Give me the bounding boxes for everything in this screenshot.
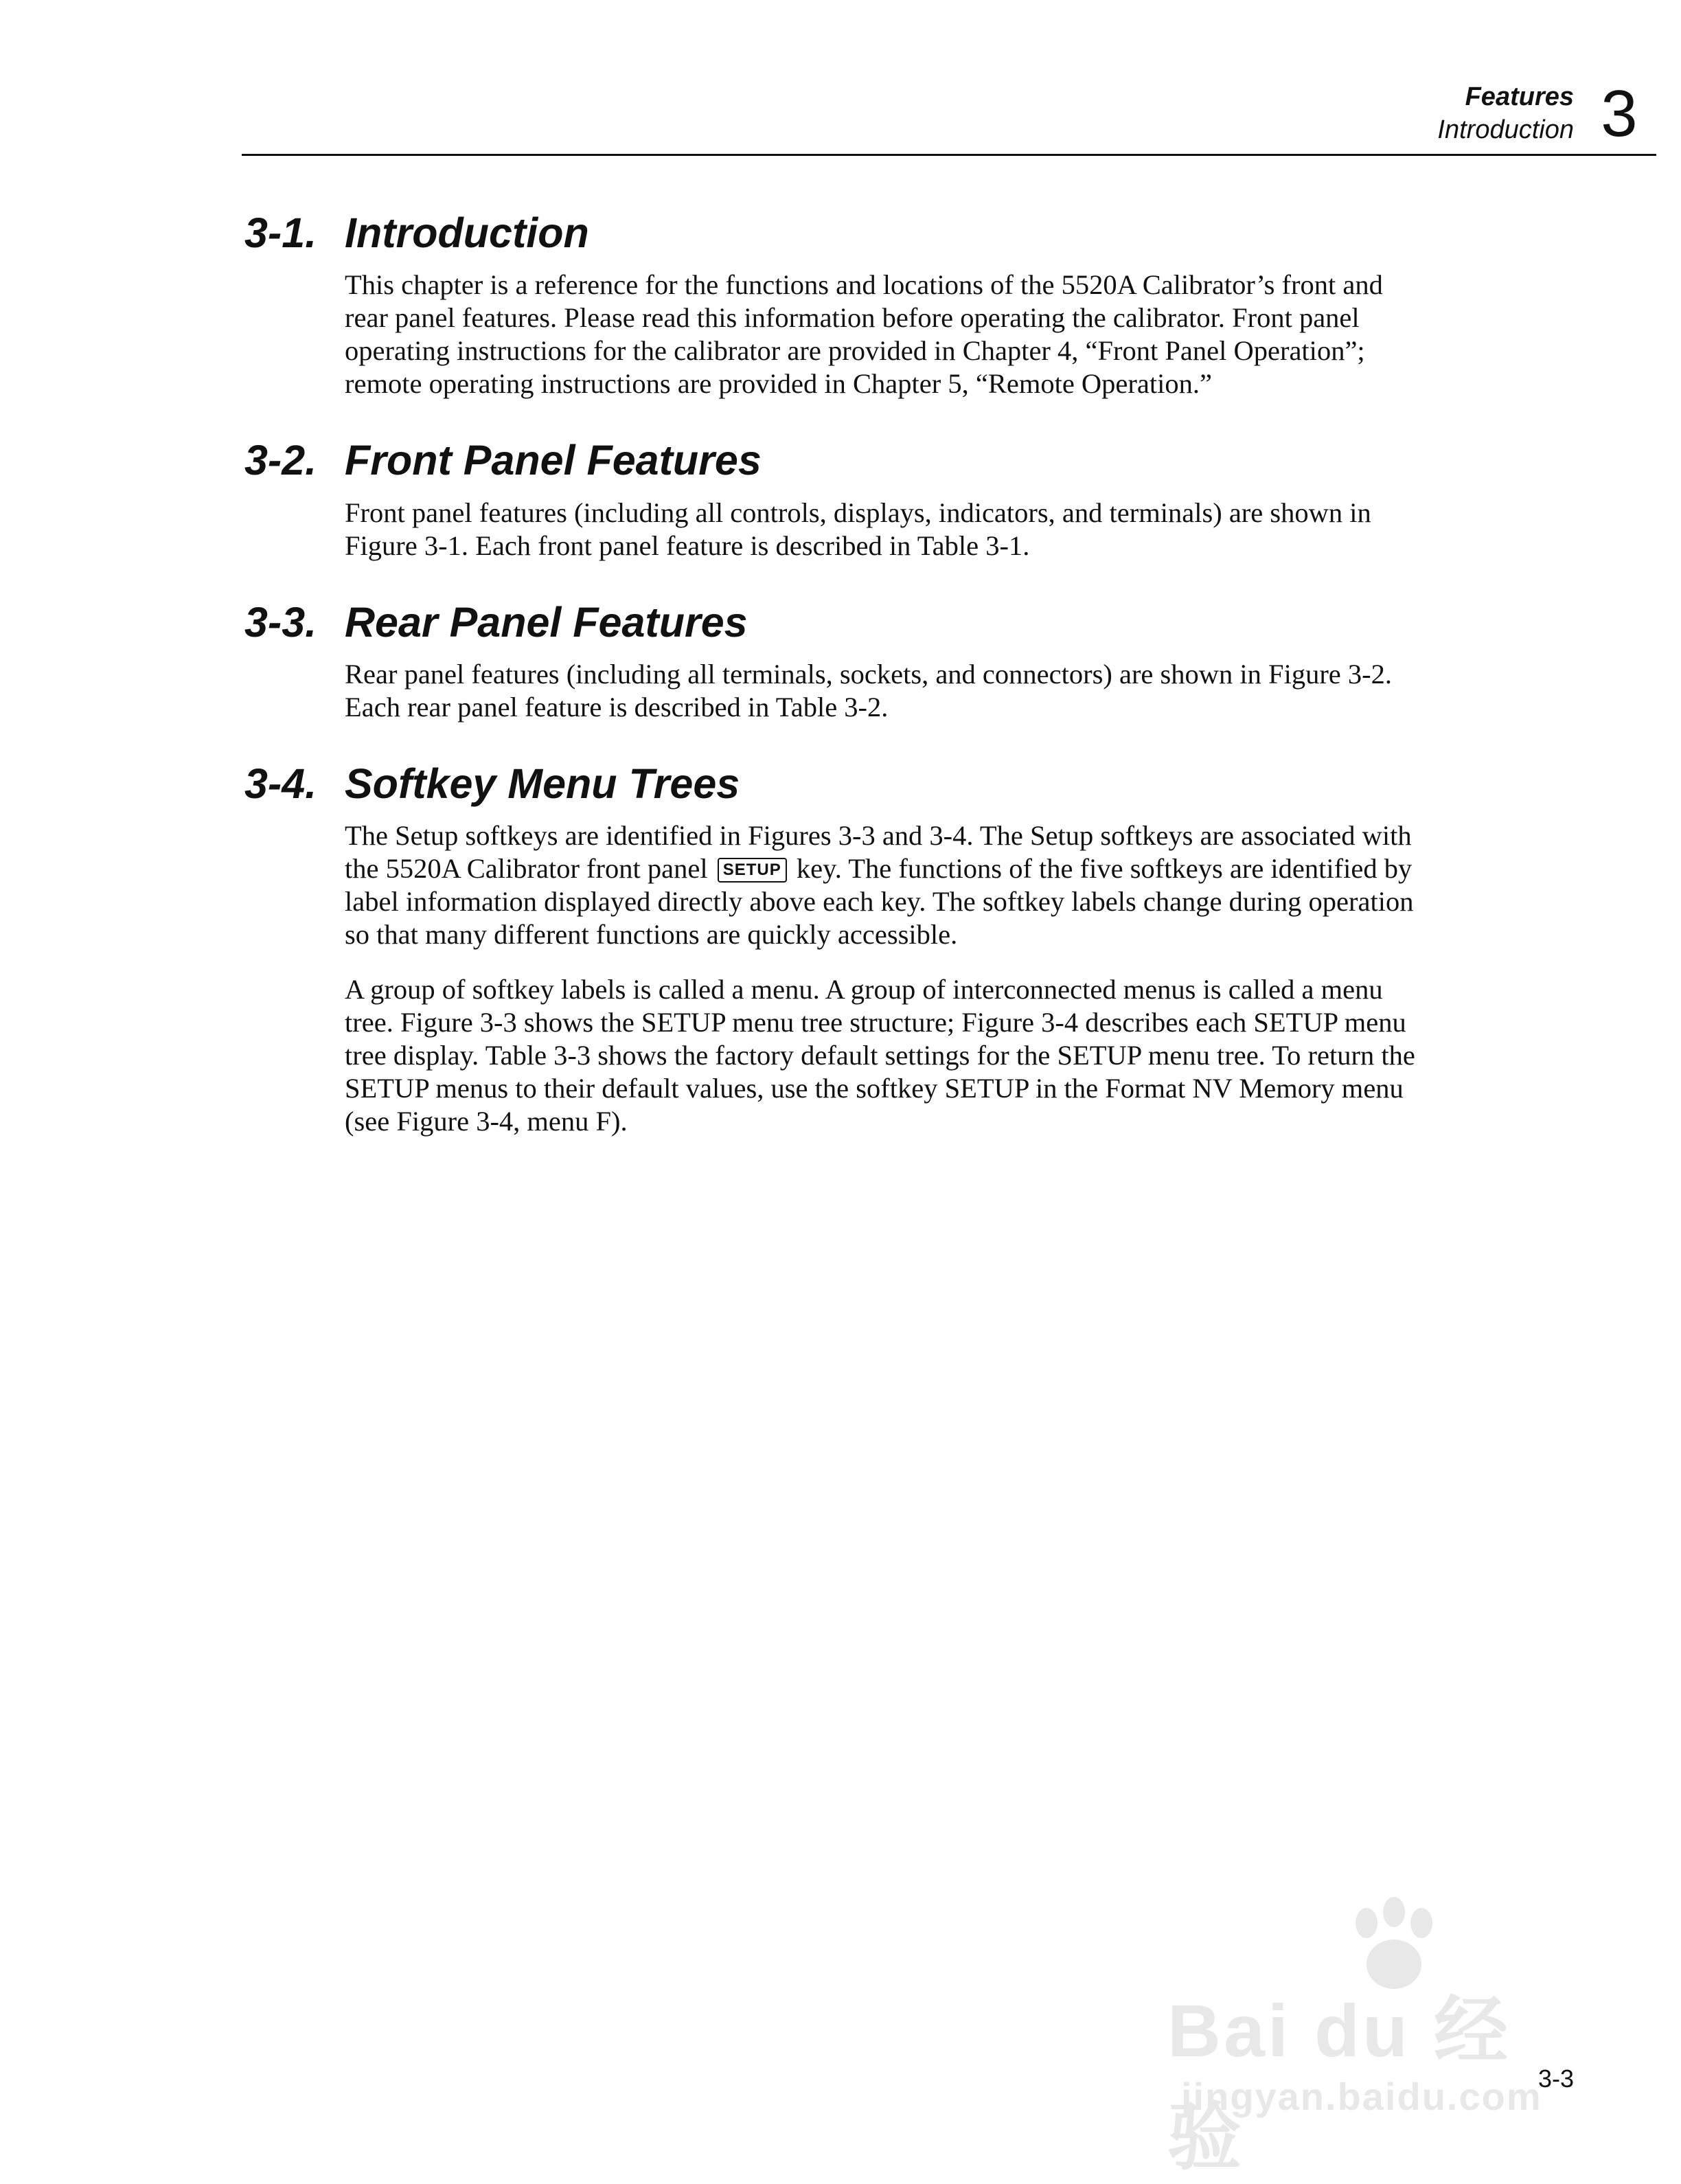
running-head-subsection: Introduction [1437,115,1574,144]
paragraph: This chapter is a reference for the functions and locations of the 5520A Calibrator’s front and rear panel features. Please read this information before operating the calibrator. Front panel operating instructions for the calibrator are provided in Chapter 4, “Front Panel Operation”; remote operating instructions are provided in Chapter 5, “Remote Operation.” [345,269,1383,400]
section-heading [244,206,1426,260]
section-softkey-menu-trees [244,757,1426,1138]
page-number: 3-3 [1537,2064,1574,2093]
section-heading [244,433,1426,488]
section-number: 3-4. [244,760,317,807]
paragraph: Front panel features (including all controls, displays, indicators, and terminals) are shown in Figure 3-1. Each front panel feature is described in Table 3-1. [345,497,1371,561]
section-heading [244,757,1426,811]
watermark-url: jingyan.baidu.com [1181,2075,1542,2118]
section-title: Rear Panel Features [345,598,748,646]
watermark-logo: Bai du 经验 [1167,1989,1511,2179]
section-number: 3-1. [244,209,317,256]
page-content [244,206,1426,1171]
running-head-section: Features [1465,82,1574,111]
paragraph: A group of softkey labels is called a menu. A group of interconnected menus is called a menu tree. Figure 3-3 shows the SETUP menu tree structure; Figure 3-4 describes each SETUP menu tree display. Table 3-3 shows the factory default settings for the SETUP menu tree. To return the SETUP menus to their default values, use the softkey SETUP in the Format NV Memory menu (see Figure 3-4, menu F). [345,974,1415,1137]
section-title: Introduction [345,209,589,256]
running-head [1437,81,1574,146]
section-heading [244,595,1426,650]
setup-key-icon: SETUP [718,858,787,883]
paragraph-text: The Setup softkeys are identified in Figures 3-3 and 3-4. The Setup softkeys are associated with the 5520A Calibrator front panel [345,820,1412,885]
paragraph [345,819,1423,951]
section-title: Softkey Menu Trees [345,760,740,807]
section-number: 3-2. [244,437,317,484]
section-introduction [244,206,1426,400]
header-rule [242,154,1656,156]
section-front-panel-features [244,433,1426,562]
paragraph: Rear panel features (including all terminals, sockets, and connectors) are shown in Figure 3-2. Each rear panel feature is described in Table 3-2. [345,658,1393,723]
chapter-number: 3 [1601,77,1638,150]
section-rear-panel-features [244,595,1426,724]
section-title: Front Panel Features [345,437,762,484]
paragraph-text: key. The functions of the five softkeys are identified by label information displayed directly above each key. The softkey labels change during operation so that many different functions are quickly accessible. [345,853,1414,951]
section-number: 3-3. [244,598,317,646]
watermark [1167,1896,1579,2179]
